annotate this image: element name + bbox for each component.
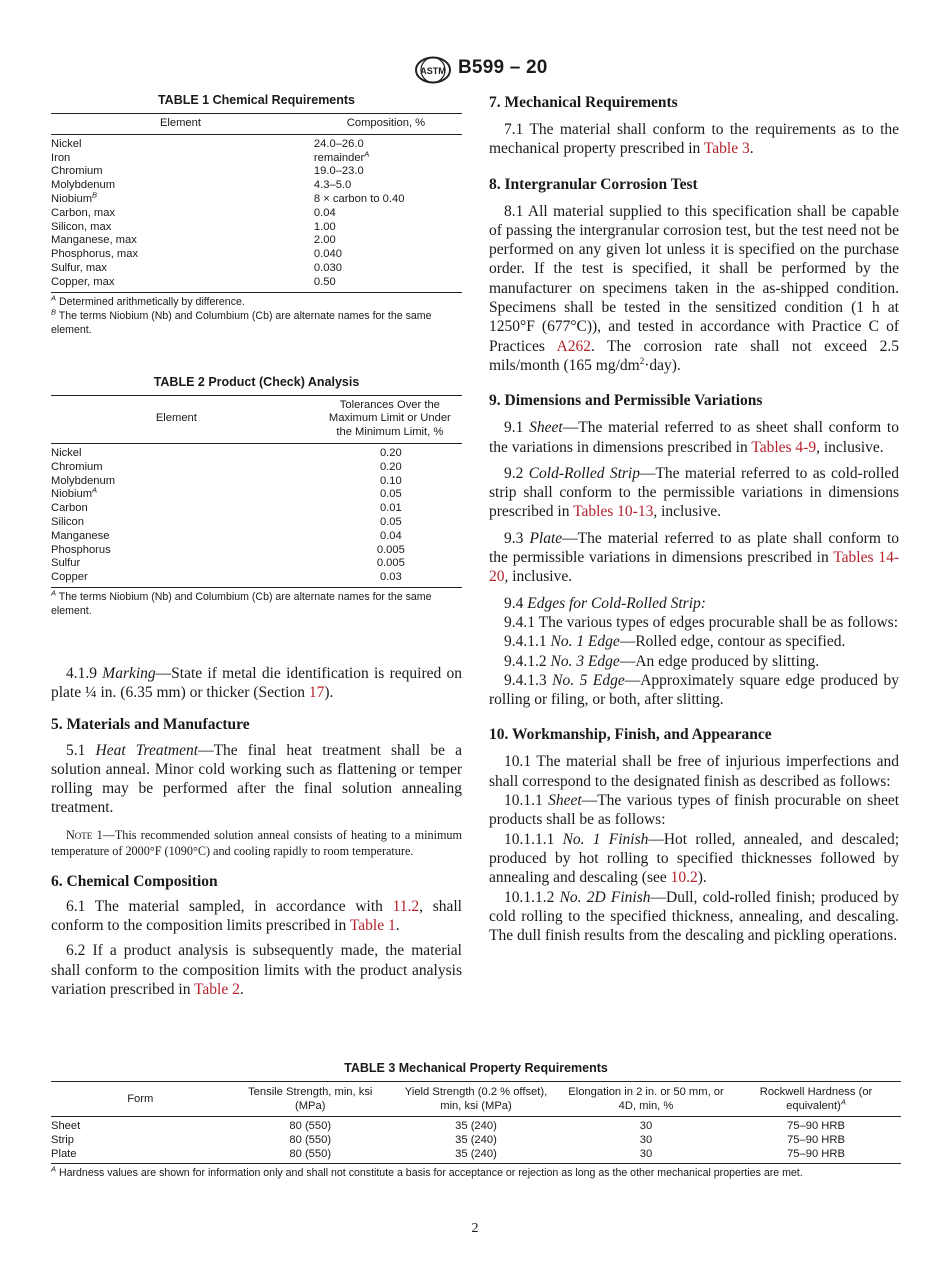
table-row — [51, 179, 462, 193]
element-cell: Chromium — [51, 165, 103, 178]
paragraph-10-1: 10.1 The material shall be free of injurious imperfections and shall correspond to the designated finish as described as follows: — [489, 753, 899, 790]
tolerance-cell: 0.005 — [376, 543, 405, 556]
table-3-header-elongation: Elongation in 2 in. or 50 mm, or 4D, min, % — [561, 1082, 731, 1117]
composition-cell: 19.0–23.0 — [313, 165, 364, 178]
tables-10-13-link[interactable]: Tables 10-13 — [573, 503, 654, 521]
table-row — [51, 262, 462, 276]
table-row — [51, 193, 462, 207]
value-cell: 80 (550) — [289, 1133, 332, 1146]
tolerance-cell: 0.005 — [376, 557, 405, 570]
value-cell: 35 (240) — [455, 1120, 497, 1132]
table-3-link[interactable]: Table 3 — [703, 140, 750, 158]
table-row — [51, 207, 462, 221]
value-cell: 30 — [561, 1148, 731, 1164]
note-1: Note 1—This recommended solution anneal consists of heating to a minimum temperature of 2000°F (1090°C) and cooling rapidly to room temperature. — [51, 827, 463, 858]
table-1-header-element: Element — [51, 114, 310, 135]
value-cell: 80 (550) — [230, 1148, 392, 1164]
section-10-2-link[interactable]: 10.2 — [670, 869, 698, 887]
paragraph-9-2: 9.2 Cold-Rolled Strip—The material referred to as cold-rolled strip shall conform to the permissible variations in dimensions prescribed in Tables 10-13, inclusive. — [489, 464, 899, 521]
table-row — [51, 443, 462, 460]
paragraph-9-4: 9.4 Edges for Cold-Rolled Strip: — [504, 594, 706, 612]
table-1-title: TABLE 1 Chemical Requirements — [157, 93, 356, 107]
table-2-link[interactable]: Table 2 — [194, 980, 240, 998]
paragraph-9-4-1-2: 9.4.1.2 No. 3 Edge—An edge produced by slitting. — [504, 652, 820, 670]
table-row — [51, 461, 462, 475]
tolerance-cell: 0.05 — [379, 488, 402, 501]
table-row — [51, 152, 462, 166]
composition-cell: 4.3–5.0 — [313, 179, 352, 192]
table-2-grid — [51, 395, 462, 588]
table-row — [51, 475, 462, 489]
tolerance-cell: 0.03 — [302, 571, 462, 587]
table-row — [51, 571, 462, 587]
paragraph-9-4-1-3: 9.4.1.3 No. 5 Edge—Approximately square edge produced by rolling or filing, or both, after slitting. — [489, 671, 900, 709]
element-cell: Nickel — [51, 137, 82, 150]
composition-cell: 8 × carbon to 0.40 — [313, 192, 405, 205]
paragraph-4-1-9: 4.1.9 Marking—State if metal die identification is required on plate ¼ in. (6.35 mm) or thicker (Section 17). — [51, 664, 462, 702]
value-cell: 35 (240) — [391, 1148, 561, 1164]
table-row — [51, 1134, 901, 1148]
composition-cell: 0.04 — [313, 206, 336, 219]
table-row — [51, 544, 462, 558]
element-cell: Molybdenum — [51, 474, 116, 487]
table-row — [51, 1148, 901, 1164]
table-3-header-hardness: Rockwell Hardness (or equivalent)$^A$ — [731, 1082, 901, 1117]
table-2-header-element: Element — [51, 395, 302, 443]
table-row — [51, 516, 462, 530]
paragraph-9-4-1: 9.4.1 The various types of edges procurable shall be as follows: — [504, 613, 899, 631]
table-1-header-composition: Composition, % — [310, 114, 462, 135]
table-3-header-yield: Yield Strength (0.2 % offset), min, ksi (MPa) — [391, 1082, 561, 1117]
composition-cell: 24.0–26.0 — [313, 137, 364, 150]
table-1-footnote-a: $^A$ Determined arithmetically by difference. — [51, 293, 245, 308]
table-row — [51, 502, 462, 516]
table-3-footnote-a: $^A$ Hardness values are shown for information only and shall not constitute a basis for acceptance or rejection as long as the other mechanical properties are met. — [51, 1164, 803, 1180]
element-cell: Phosphorus, max — [51, 248, 139, 261]
element-cell: Copper — [51, 571, 302, 587]
value-cell: 35 (240) — [455, 1133, 497, 1146]
element-cell: Niobium$^A$ — [51, 485, 98, 501]
composition-cell: 0.040 — [313, 248, 342, 261]
table-2-header-tolerance: Tolerances Over the Maximum Limit or Under the Minimum Limit, % — [302, 395, 462, 443]
composition-cell: 0.50 — [310, 276, 462, 292]
right-column — [489, 93, 899, 945]
paragraph-10-1-1-2: 10.1.1.2 No. 2D Finish—Dull, cold-rolled finish; produced by cold rolling to the specified thickness, annealing, and descaling. The dull finish results from the descaling and pickling operations. — [489, 888, 900, 945]
table-1-footnote-b: $^B$ The terms Niobium (Nb) and Columbium (Cb) are alternate names for the same element. — [51, 307, 432, 336]
element-cell: Iron — [51, 151, 71, 164]
table-3-header-tensile: Tensile Strength, min, ksi (MPa) — [230, 1082, 392, 1117]
table-row — [51, 221, 462, 235]
paragraph-8-1: 8.1 All material supplied to this specification shall be capable of passing the intergranular corrosion test, but the test need not be performed on any given lot unless it is specified on the purchase order. If the test is specified, it shall be performed by the manufacturer on specimens taken in the as-shipped condition. Specimens shall be tested in the sensitized condition (1 h at 1250°F (677°C)), and tested in accordance with Practice C of Practices A262. The corrosion rate shall not exceed 2.5 mils/month (165 $mg/dm^2\cdot day$). — [489, 202, 899, 374]
section-7-heading: 7. Mechanical Requirements — [489, 94, 678, 111]
value-cell: 75–90 HRB — [787, 1120, 845, 1132]
paragraph-9-1: 9.1 Sheet—The material referred to as sheet shall conform to the variations in dimensions prescribed in Tables 4-9, inclusive. — [489, 419, 899, 456]
paragraph-6-1: 6.1 The material sampled, in accordance with 11.2, shall conform to the composition limits prescribed in Table 1. — [51, 897, 462, 934]
value-cell: 30 — [639, 1120, 653, 1132]
table-row — [51, 1117, 901, 1134]
composition-cell: 2.00 — [313, 234, 336, 247]
value-cell: 75–90 HRB — [731, 1148, 901, 1164]
table-2-title: TABLE 2 Product (Check) Analysis — [153, 374, 360, 389]
tolerance-cell: 0.01 — [379, 502, 402, 515]
tolerance-cell: 0.20 — [379, 460, 402, 473]
element-cell: Silicon — [51, 515, 84, 528]
paragraph-9-4-1-1: 9.4.1.1 No. 1 Edge—Rolled edge, contour as specified. — [504, 633, 846, 651]
form-cell: Sheet — [51, 1120, 81, 1132]
a262-link[interactable]: A262 — [556, 337, 591, 355]
tables-4-9-link[interactable]: Tables 4-9 — [751, 438, 817, 456]
paragraph-5-1: 5.1 Heat Treatment—The final heat treatment shall be a solution anneal. Minor cold working such as flattening or temper rolling may be performed after the final solution annealing treatment. — [51, 741, 463, 817]
tolerance-cell: 0.04 — [379, 529, 402, 542]
document-designation: B599 – 20 — [458, 57, 548, 78]
value-cell: 30 — [639, 1133, 653, 1146]
element-cell: Niobium$^B$ — [51, 190, 98, 205]
astm-logo-icon — [413, 56, 453, 84]
table-1-grid — [51, 113, 462, 293]
section-9-heading: 9. Dimensions and Permissible Variations — [489, 392, 763, 410]
table-row — [51, 165, 462, 179]
composition-cell: 1.00 — [313, 220, 336, 233]
section-5-heading: 5. Materials and Manufacture — [51, 715, 250, 733]
tolerance-cell: 0.20 — [379, 446, 402, 459]
table-2 — [51, 375, 462, 618]
element-cell: Copper, max — [51, 276, 310, 292]
section-6-heading: 6. Chemical Composition — [51, 872, 218, 890]
paragraph-10-1-1-1: 10.1.1.1 No. 1 Finish—Hot rolled, annealed, and descaled; produced by hot rolling to specified thicknesses followed by annealing and descaling (see 10.2). — [489, 830, 899, 887]
table-row — [51, 488, 462, 502]
table-3-title: TABLE 3 Mechanical Property Requirements — [344, 1061, 608, 1075]
element-cell: Sulfur — [51, 557, 81, 570]
table-row — [51, 276, 462, 292]
section-10-heading: 10. Workmanship, Finish, and Appearance — [489, 726, 772, 744]
table-row — [51, 134, 462, 151]
form-cell: Strip — [51, 1133, 75, 1146]
section-17-link[interactable]: 17 — [308, 684, 325, 702]
left-body-text — [51, 664, 462, 999]
element-cell: Molybdenum — [51, 179, 116, 192]
table-3-grid — [51, 1081, 901, 1164]
paragraph-10-1-1: 10.1.1 Sheet—The various types of finish procurable on sheet products shall be as follows: — [489, 792, 900, 829]
table-row — [51, 557, 462, 571]
value-cell: 80 (550) — [289, 1120, 332, 1132]
page-number: 2 — [471, 1221, 479, 1236]
paragraph-7-1: 7.1 The material shall conform to the requirements as to the mechanical property prescribed in Table 3. — [489, 121, 899, 158]
table-row — [51, 234, 462, 248]
form-cell: Plate — [51, 1148, 230, 1164]
element-cell: Nickel — [51, 446, 82, 459]
element-cell: Chromium — [51, 460, 103, 473]
element-cell: Carbon, max — [51, 206, 116, 219]
table-1 — [51, 93, 462, 337]
element-cell: Phosphorus — [51, 543, 111, 556]
element-cell: Sulfur, max — [51, 261, 107, 274]
table-row — [51, 248, 462, 262]
left-column — [51, 93, 462, 999]
table-2-footnote-a: $^A$ The terms Niobium (Nb) and Columbium (Cb) are alternate names for the same element. — [51, 588, 432, 617]
section-11-2-link[interactable]: 11.2 — [392, 897, 420, 915]
composition-cell: remainder$^A$ — [313, 148, 370, 164]
table-3 — [51, 1061, 901, 1180]
value-cell: 75–90 HRB — [787, 1133, 845, 1146]
table-row — [51, 530, 462, 544]
element-cell: Carbon — [51, 502, 88, 515]
tolerance-cell: 0.10 — [379, 474, 402, 487]
tolerance-cell: 0.05 — [379, 515, 402, 528]
page-header — [0, 56, 950, 84]
table-1-link[interactable]: Table 1 — [349, 917, 396, 934]
section-8-heading: 8. Intergranular Corrosion Test — [489, 175, 698, 193]
element-cell: Silicon, max — [51, 220, 112, 233]
tables-14-20-link[interactable]: Tables 14-20 — [489, 549, 899, 586]
element-cell: Manganese — [51, 529, 110, 542]
table-3-header-form: Form — [51, 1082, 230, 1117]
composition-cell: 0.030 — [313, 261, 342, 274]
paragraph-9-3: 9.3 Plate—The material referred to as plate shall conform to the permissible variations in dimensions prescribed in Tables 14-20, inclusive. — [489, 529, 899, 586]
element-cell: Manganese, max — [51, 234, 137, 247]
svg-text:ASTM: ASTM — [420, 66, 446, 76]
paragraph-6-2: 6.2 If a product analysis is subsequently made, the material shall conform to the composition limits with the product analysis variation prescribed in Table 2. — [51, 942, 462, 998]
